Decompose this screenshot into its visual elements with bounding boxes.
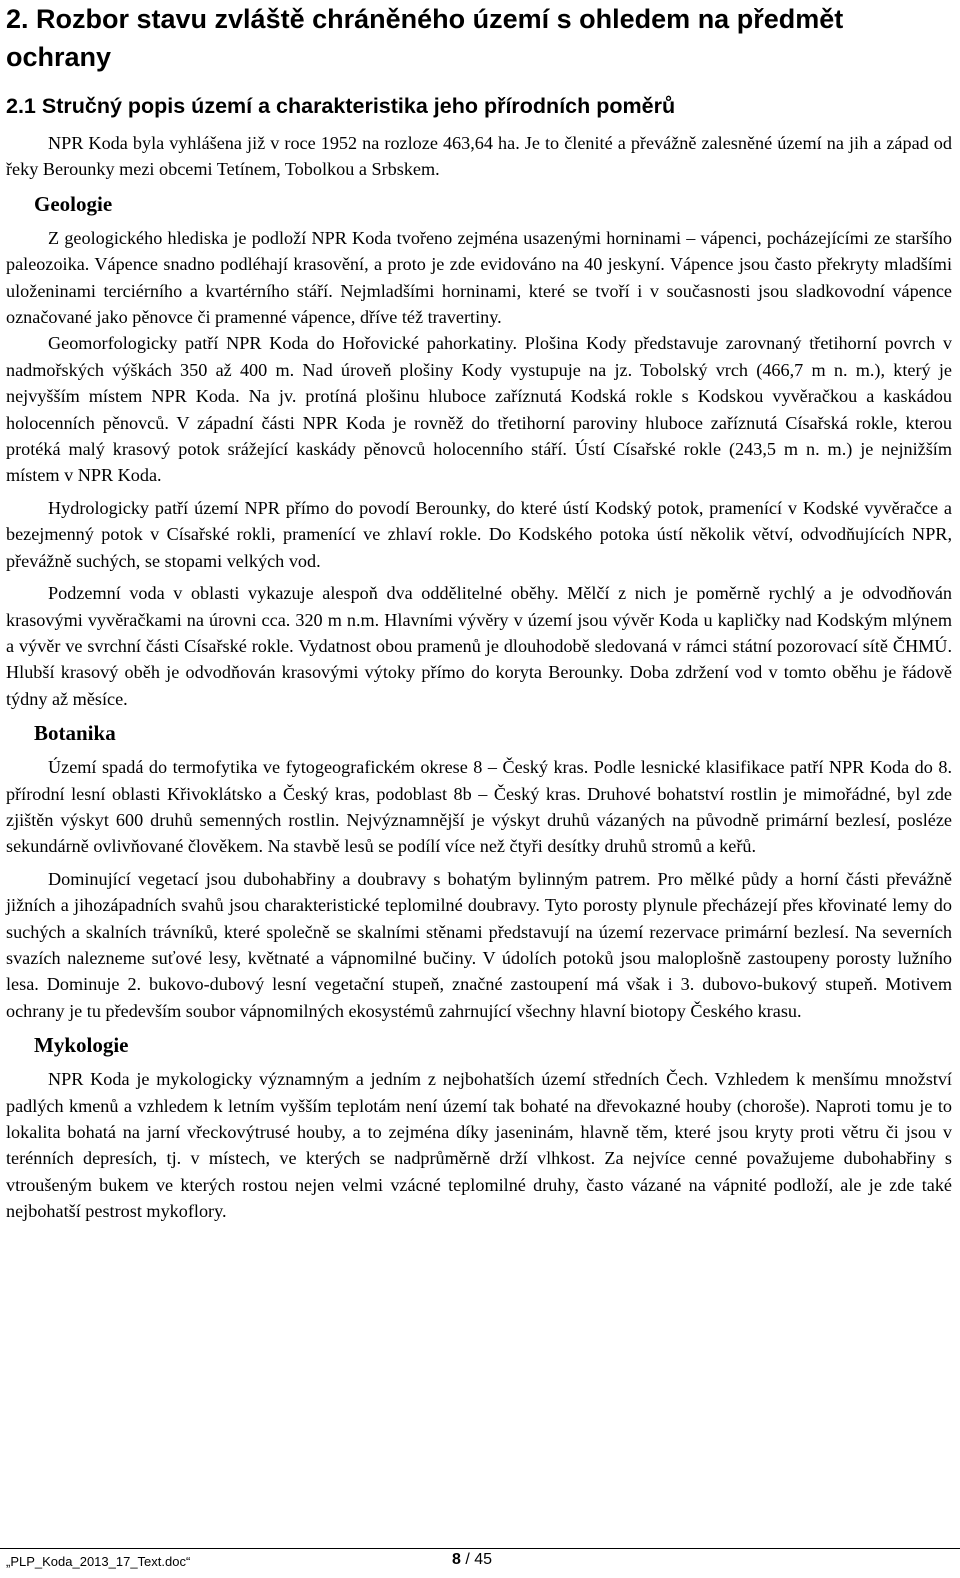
main-heading: 2. Rozbor stavu zvláště chráněného území s ohledem na předmět ochrany bbox=[6, 4, 844, 72]
page-total: 45 bbox=[474, 1551, 493, 1568]
section-title-geologie: Geologie bbox=[34, 191, 113, 216]
section-title-botanika: Botanika bbox=[34, 721, 116, 746]
document-page bbox=[6, 0, 952, 1231]
page-separator: / bbox=[460, 1551, 475, 1568]
section-title-mykologie: Mykologie bbox=[34, 1033, 129, 1058]
geologie-paragraph-2: Geomorfologicky patří NPR Koda do Hořovické pahorkatiny. Plošina Kody představuje zarovnaný třetihorní povrch v nadmořských výškách 350 až 400 m. Nad úroveň plošiny Kody vystupuje na jz. Tobolský vrch (466,7 m n. m.), který je nejvyšším místem NPR Koda. Na jv. protíná plošinu hluboce zaříznutá Kodská rokle s Kodskou vyvěračkou a kaskádou holocenních pěnovců. V západní části NPR Koda je rovněž do třetihorní paroviny hluboce zaříznutá Císařská rokle, kterou protéká malý krasový potok srážející kaskády pěnovců holocenního stáří. Ústí Císařské rokle (243,5 m n. m.) je nejnižším místem v NPR Koda. bbox=[6, 333, 952, 486]
footer-filename: „PLP_Koda_2013_17_Text.doc“ bbox=[6, 1554, 191, 1569]
sub-heading: 2.1 Stručný popis území a charakteristika jeho přírodních poměrů bbox=[6, 94, 676, 118]
geologie-paragraph-4: Podzemní voda v oblasti vykazuje alespoň dva oddělitelné oběhy. Mělčí z nich je poměrně rychlý a je odvodňován krasovými vyvěračkami na úrovni cca. 320 m n.m. Hlavními vývěry v území jsou vývěr Koda u kapličky nad Kodským mlýnem a vývěr ve svrchní části Císařské rokle. Vydatnost obou pramenů je dlouhodobě sledovaná v rámci státní pozorovací sítě ČHMÚ. Hlubší krasový oběh je odvodňován krasovými výtoky přímo do koryta Berounky. Doba zdržení vod v tomto oběhu je řádově týdny až měsíce. bbox=[6, 583, 952, 709]
geologie-paragraph-3: Hydrologicky patří území NPR přímo do povodí Berounky, do které ústí Kodský potok, pramenící v Kodské vyvěračce a bezejmenný potok v Císařské rokli, pramenící ve zhlaví rokle. Do Kodského potoka ústí několik větví, odvodňujících NPR, převážně suchých, se stopami velkých vod. bbox=[6, 497, 952, 571]
page-footer bbox=[0, 1548, 960, 1578]
page-number bbox=[452, 1551, 492, 1569]
intro-paragraph: NPR Koda byla vyhlášena již v roce 1952 na rozloze 463,64 ha. Je to členité a převážně zalesněné území na jih a západ od řeky Berounky mezi obcemi Tetínem, Tobolkou a Srbskem. bbox=[6, 133, 952, 180]
botanika-paragraph-1: Území spadá do termofytika ve fytogeografickém okrese 8 – Český kras. Podle lesnické klasifikace patří NPR Koda do 8. přírodní lesní oblasti Křivoklátsko a Český kras, podoblast 8b – Český kras. Druhové bohatství rostlin je mimořádné, byl zde zjištěn výskyt 600 druhů semenných rostlin. Nejvýznamnější je výskyt druhů vázaných na původně primární bezlesí, posléze sekundárně ovlivňované člověkem. Na stavbě lesů se podílí více než čtyři desítky druhů stromů a keřů. bbox=[6, 757, 952, 857]
page-current: 8 bbox=[452, 1551, 461, 1568]
mykologie-paragraph-1: NPR Koda je mykologicky významným a jedním z nejbohatších území středních Čech. Vzhledem k menšímu množství padlých kmenů a vzhledem k letním vyšším teplotám není území tak bohaté na dřevokazné houby (choroše). Naproti tomu je to lokalita bohatá na jarní vřeckovýtrusé houby, a to zejména díky jaseninám, hlavně těm, které jsou kryty proti větru či jsou v terénních depresích, tj. v místech, ve kterých se nadprůměrně drží vlhkost. Za nejvíce cenné považujeme dubohabřiny s vtroušeným bukem ve kterých rostou nejen velmi vzácné teplomilné druhy, často vázané na vápnité podloží, ale je zde také nejbohatší pestrost mykoflory. bbox=[6, 1069, 952, 1222]
botanika-paragraph-2: Dominující vegetací jsou dubohabřiny a doubravy s bohatým bylinným patrem. Pro mělké půdy a horní části převážně jižních a jihozápadních svahů jsou charakteristické teplomilné doubravy. Tyto porosty plynule přecházejí přes křovinaté lemy do suchých a skalních trávníků, které společně se skalními stěnami představují na území rezervace primární bezlesí. Na severních svazích nalezneme suťové lesy, květnaté a vápnomilné bučiny. V údolích potoků jsou maloplošně zastoupeny porosty lužního lesa. Dominuje 2. bukovo-dubový lesní vegetační stupeň, značné zastoupení má však i 3. dubovo-bukový stupeň. Motivem ochrany je tu především soubor vápnomilných ekosystémů zahrnující všechny hlavní biotopy Českého krasu. bbox=[6, 868, 952, 1021]
geologie-paragraph-1: Z geologického hlediska je podloží NPR Koda tvořeno zejména usazenými horninami – vápenci, pocházejícími ze staršího paleozoika. Vápence snadno podléhají krasovění, a proto je zde evidováno na 40 jeskyní. Vápence jsou často překryty mladšími uloženinami terciérního a kvartérního stáří. Nejmladšími horninami, které se tvoří i v současnosti jsou sladkovodní vápence označované jako pěnovce či pramenné vápence, dříve též travertiny. bbox=[6, 227, 952, 328]
